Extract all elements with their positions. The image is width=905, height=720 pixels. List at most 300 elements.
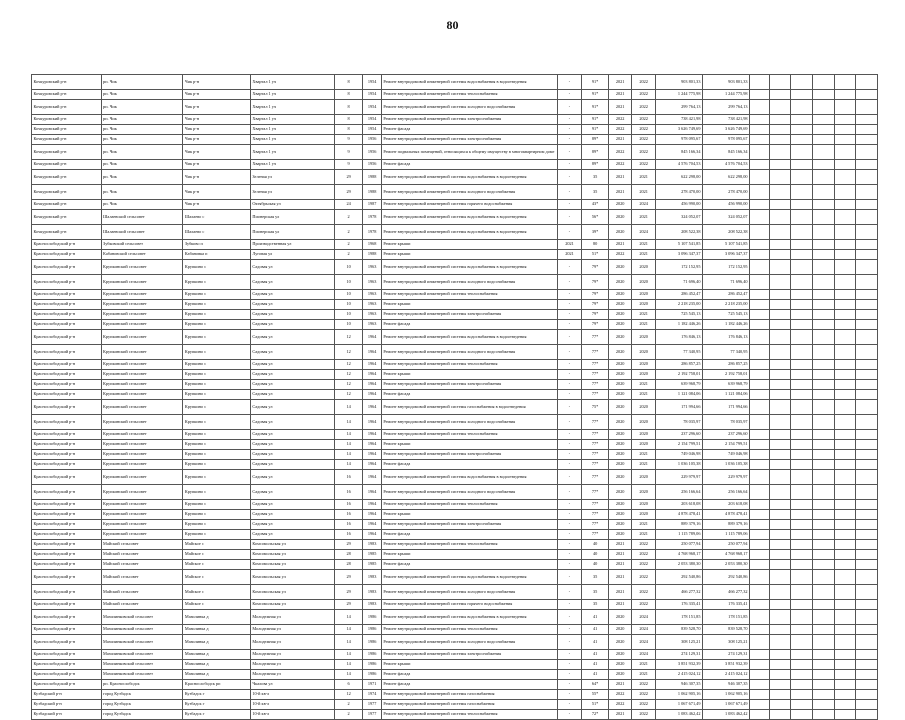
cell-build-year: 1963: [363, 300, 381, 310]
cell-municipality: Крупкинский сельсовет: [101, 330, 183, 345]
cell-street: Производственная ул: [250, 240, 334, 250]
cell-empty: [834, 610, 855, 625]
cell-wear-percent: 64*: [582, 680, 609, 690]
cell-house-number: 2: [334, 240, 363, 250]
cell-empty: [750, 550, 770, 560]
table-row: [32, 660, 878, 670]
cell-total-cost: 903 801,33: [702, 75, 749, 90]
cell-plan-year: -: [557, 360, 582, 370]
cell-total-cost: 2 053 380,30: [702, 560, 749, 570]
cell-empty: [750, 540, 770, 550]
cell-empty: [770, 680, 790, 690]
cell-plan-year: -: [557, 320, 582, 330]
cell-cost: 738 421,98: [655, 115, 702, 125]
cell-empty: [856, 670, 878, 680]
table-row: [32, 320, 878, 330]
cell-end-year: 2022: [632, 550, 656, 560]
cell-work-type: Ремонт внутридомовой инженерной системы теплоснабжения: [381, 540, 557, 550]
cell-empty: [790, 115, 813, 125]
cell-settlement: Крупкино с: [183, 370, 251, 380]
cell-start-year: 2020: [608, 290, 632, 300]
cell-total-cost: 324 052,07: [702, 210, 749, 225]
cell-street: Садовая ул: [250, 500, 334, 510]
cell-build-year: 1954: [363, 90, 381, 100]
cell-empty: [834, 670, 855, 680]
cell-plan-year: -: [557, 100, 582, 115]
cell-end-year: 2020: [632, 430, 656, 440]
cell-total-cost: 2 415 024,12: [702, 670, 749, 680]
cell-settlement: Крупкино с: [183, 260, 251, 275]
cell-start-year: 2021: [608, 540, 632, 550]
cell-house-number: 29: [334, 170, 363, 185]
cell-street: Садовая ул: [250, 510, 334, 520]
cell-empty: [813, 440, 834, 450]
cell-wear-percent: 77*: [582, 460, 609, 470]
cell-start-year: 2020: [608, 200, 632, 210]
cell-start-year: 2020: [608, 470, 632, 485]
cell-street: Садовая ул: [250, 430, 334, 440]
cell-empty: [790, 145, 813, 160]
cell-municipality: Мазилинковский сельсовет: [101, 625, 183, 635]
cell-cost: 3 851 932,39: [655, 660, 702, 670]
cell-empty: [856, 690, 878, 700]
cell-district: Краснослободский р-н: [32, 500, 102, 510]
cell-wear-percent: 79*: [582, 290, 609, 300]
cell-build-year: 1986: [363, 670, 381, 680]
cell-house-number: 16: [334, 530, 363, 540]
cell-work-type: Ремонт внутридомовой инженерной системы электроснабжения: [381, 135, 557, 145]
cell-empty: [834, 520, 855, 530]
cell-plan-year: -: [557, 450, 582, 460]
cell-plan-year: -: [557, 390, 582, 400]
cell-empty: [750, 710, 770, 720]
cell-cost: 2 218 235,00: [655, 300, 702, 310]
cell-cost: 2 415 024,12: [655, 670, 702, 680]
cell-end-year: 2024: [632, 610, 656, 625]
cell-empty: [790, 625, 813, 635]
cell-plan-year: -: [557, 260, 582, 275]
cell-work-type: Ремонт внутридомовой инженерной системы теплоснабжения: [381, 710, 557, 720]
cell-cost: 456 990,00: [655, 200, 702, 210]
cell-empty: [856, 145, 878, 160]
cell-empty: [856, 225, 878, 240]
cell-street: Садовая ул: [250, 440, 334, 450]
cell-empty: [834, 560, 855, 570]
cell-total-cost: 839 528,70: [702, 625, 749, 635]
cell-district: Кузбадский р-н: [32, 710, 102, 720]
cell-start-year: 2021: [608, 550, 632, 560]
cell-empty: [856, 250, 878, 260]
cell-work-type: Ремонт внутридомовой инженерной системы теплоснабжения: [381, 430, 557, 440]
cell-municipality: рп. Чик: [101, 115, 183, 125]
cell-empty: [856, 585, 878, 600]
cell-empty: [790, 330, 813, 345]
cell-empty: [813, 210, 834, 225]
cell-empty: [790, 300, 813, 310]
cell-empty: [856, 310, 878, 320]
cell-house-number: 14: [334, 610, 363, 625]
cell-settlement: Краснослободск рп: [183, 680, 251, 690]
cell-end-year: 2024: [632, 625, 656, 635]
cell-empty: [813, 260, 834, 275]
cell-empty: [813, 160, 834, 170]
cell-wear-percent: 72*: [582, 710, 609, 720]
cell-settlement: Крупкино с: [183, 450, 251, 460]
cell-build-year: 1964: [363, 450, 381, 460]
cell-settlement: Майское с: [183, 570, 251, 585]
cell-empty: [856, 185, 878, 200]
cell-start-year: 2020: [608, 400, 632, 415]
cell-cost: 308 125,21: [655, 635, 702, 650]
cell-start-year: 2020: [608, 635, 632, 650]
cell-cost: 3 096 347,37: [655, 250, 702, 260]
cell-settlement: Крупкино с: [183, 310, 251, 320]
cell-end-year: 2020: [632, 360, 656, 370]
cell-settlement: Кузбадск г: [183, 690, 251, 700]
cell-build-year: 1964: [363, 460, 381, 470]
cell-settlement: Шалаево с: [183, 225, 251, 240]
cell-street: Садовая ул: [250, 415, 334, 430]
cell-empty: [790, 470, 813, 485]
cell-empty: [856, 660, 878, 670]
cell-empty: [750, 380, 770, 390]
cell-empty: [770, 380, 790, 390]
cell-street: Хвартал 1 уч: [250, 115, 334, 125]
cell-end-year: 2021: [632, 320, 656, 330]
cell-empty: [790, 460, 813, 470]
cell-district: Кочкуровский р-н: [32, 135, 102, 145]
capital-repair-table: [31, 74, 878, 720]
cell-cost: 77 340,95: [655, 345, 702, 360]
cell-empty: [813, 135, 834, 145]
cell-settlement: Майское с: [183, 585, 251, 600]
cell-empty: [813, 185, 834, 200]
cell-empty: [770, 710, 790, 720]
cell-street: Хвартал 1 уч: [250, 160, 334, 170]
cell-district: Краснослободский р-н: [32, 585, 102, 600]
cell-empty: [790, 635, 813, 650]
cell-street: Садовая ул: [250, 260, 334, 275]
cell-end-year: 2022: [632, 600, 656, 610]
table-row: [32, 170, 878, 185]
cell-end-year: 2024: [632, 635, 656, 650]
cell-empty: [790, 170, 813, 185]
cell-plan-year: -: [557, 290, 582, 300]
cell-empty: [813, 390, 834, 400]
cell-municipality: Майский сельсовет: [101, 600, 183, 610]
cell-street: 10-й кв-л: [250, 710, 334, 720]
cell-wear-percent: 77*: [582, 440, 609, 450]
cell-house-number: 8: [334, 90, 363, 100]
cell-plan-year: -: [557, 585, 582, 600]
cell-street: Садовая ул: [250, 485, 334, 500]
table-row: [32, 670, 878, 680]
cell-empty: [813, 415, 834, 430]
cell-empty: [834, 710, 855, 720]
cell-build-year: 1985: [363, 550, 381, 560]
table-row: [32, 450, 878, 460]
cell-settlement: Чик р-н: [183, 125, 251, 135]
cell-street: Садовая ул: [250, 310, 334, 320]
cell-end-year: 2020: [632, 500, 656, 510]
cell-total-cost: 176 335,41: [702, 600, 749, 610]
cell-empty: [813, 145, 834, 160]
cell-empty: [813, 500, 834, 510]
cell-empty: [856, 380, 878, 390]
cell-cost: 1 115 789,06: [655, 530, 702, 540]
cell-total-cost: 4 878 478,41: [702, 510, 749, 520]
table-row: [32, 90, 878, 100]
cell-municipality: Крупкинский сельсовет: [101, 450, 183, 460]
cell-district: Кочкуровский р-н: [32, 125, 102, 135]
cell-wear-percent: 91*: [582, 75, 609, 90]
cell-work-type: Ремонт внутридомовой инженерной системы водоснабжения в водоотведения: [381, 225, 557, 240]
cell-settlement: Чик р-н: [183, 135, 251, 145]
cell-end-year: 2021: [632, 390, 656, 400]
cell-plan-year: -: [557, 300, 582, 310]
cell-empty: [834, 570, 855, 585]
table-row: [32, 135, 878, 145]
cell-end-year: 2021: [632, 670, 656, 680]
cell-wear-percent: 77*: [582, 470, 609, 485]
cell-empty: [834, 390, 855, 400]
cell-municipality: рп. Чик: [101, 185, 183, 200]
cell-end-year: 2022: [632, 160, 656, 170]
cell-empty: [790, 660, 813, 670]
table-row: [32, 200, 878, 210]
cell-district: Кочкуровский р-н: [32, 210, 102, 225]
cell-build-year: 1954: [363, 125, 381, 135]
cell-cost: 2 192 758,01: [655, 370, 702, 380]
cell-wear-percent: 35: [582, 600, 609, 610]
cell-empty: [790, 290, 813, 300]
cell-cost: 5 107 541,85: [655, 240, 702, 250]
cell-empty: [856, 430, 878, 440]
cell-total-cost: 978 095,67: [702, 135, 749, 145]
cell-district: Краснослободский р-н: [32, 330, 102, 345]
cell-total-cost: 1 244 775,98: [702, 90, 749, 100]
cell-wear-percent: 41: [582, 670, 609, 680]
cell-plan-year: -: [557, 370, 582, 380]
cell-settlement: Майское с: [183, 560, 251, 570]
cell-cost: 1 067 671,49: [655, 700, 702, 710]
cell-municipality: Майский сельсовет: [101, 550, 183, 560]
cell-build-year: 1983: [363, 600, 381, 610]
cell-wear-percent: 77*: [582, 520, 609, 530]
table-row: [32, 610, 878, 625]
cell-wear-percent: 41: [582, 610, 609, 625]
cell-empty: [856, 440, 878, 450]
cell-build-year: 1988: [363, 185, 381, 200]
cell-empty: [834, 100, 855, 115]
cell-house-number: 29: [334, 570, 363, 585]
cell-work-type: Ремонт крыши: [381, 550, 557, 560]
cell-empty: [750, 500, 770, 510]
cell-cost: 622 298,00: [655, 170, 702, 185]
cell-plan-year: -: [557, 680, 582, 690]
cell-empty: [813, 290, 834, 300]
cell-total-cost: 466 277,32: [702, 585, 749, 600]
cell-house-number: 29: [334, 540, 363, 550]
cell-municipality: рп. Чик: [101, 160, 183, 170]
cell-total-cost: 2 192 758,01: [702, 370, 749, 380]
cell-district: Кочкуровский р-н: [32, 200, 102, 210]
cell-cost: 176 335,41: [655, 600, 702, 610]
cell-work-type: Ремонт внутридомовой инженерной системы теплоснабжения: [381, 90, 557, 100]
cell-house-number: 10: [334, 275, 363, 290]
table-row: [32, 530, 878, 540]
table-row: [32, 710, 878, 720]
cell-house-number: 29: [334, 585, 363, 600]
cell-build-year: 1964: [363, 380, 381, 390]
table-row: [32, 540, 878, 550]
cell-work-type: Ремонт внутридомовой инженерной системы газоснабжения: [381, 700, 557, 710]
cell-start-year: 2020: [608, 380, 632, 390]
cell-start-year: 2020: [608, 510, 632, 520]
cell-cost: 725 545,13: [655, 310, 702, 320]
table-row: [32, 470, 878, 485]
cell-start-year: 2020: [608, 390, 632, 400]
cell-street: Садовая ул: [250, 290, 334, 300]
cell-work-type: Ремонт крыши: [381, 660, 557, 670]
cell-work-type: Ремонт фасада: [381, 530, 557, 540]
cell-wear-percent: 77*: [582, 530, 609, 540]
cell-empty: [750, 570, 770, 585]
cell-build-year: 1986: [363, 650, 381, 660]
cell-municipality: Шалаевский сельсовет: [101, 225, 183, 240]
cell-build-year: 1964: [363, 360, 381, 370]
cell-total-cost: 286 452,47: [702, 290, 749, 300]
cell-municipality: Крупкинский сельсовет: [101, 275, 183, 290]
cell-street: Хвартал 1 уч: [250, 135, 334, 145]
cell-build-year: 1983: [363, 570, 381, 585]
cell-settlement: Крупкино с: [183, 510, 251, 520]
cell-wear-percent: 79*: [582, 275, 609, 290]
cell-district: Краснослободский р-н: [32, 670, 102, 680]
cell-empty: [834, 415, 855, 430]
cell-district: Краснослободский р-н: [32, 390, 102, 400]
cell-empty: [750, 585, 770, 600]
cell-house-number: 2: [334, 700, 363, 710]
table-row: [32, 145, 878, 160]
cell-empty: [790, 260, 813, 275]
cell-work-type: Ремонт крыши: [381, 300, 557, 310]
cell-plan-year: 2021: [557, 250, 582, 260]
cell-build-year: 1964: [363, 330, 381, 345]
cell-empty: [770, 610, 790, 625]
cell-street: Садовая ул: [250, 520, 334, 530]
cell-settlement: Мазилинка д: [183, 670, 251, 680]
cell-empty: [750, 200, 770, 210]
cell-start-year: 2021: [608, 90, 632, 100]
cell-plan-year: -: [557, 635, 582, 650]
cell-wear-percent: 75*: [582, 400, 609, 415]
cell-municipality: рп. Краснослободск: [101, 680, 183, 690]
cell-empty: [770, 470, 790, 485]
cell-total-cost: 845 166,34: [702, 145, 749, 160]
cell-total-cost: 308 125,21: [702, 635, 749, 650]
cell-empty: [770, 275, 790, 290]
cell-empty: [813, 635, 834, 650]
cell-end-year: 2024: [632, 650, 656, 660]
cell-start-year: 2022: [608, 115, 632, 125]
cell-municipality: Крупкинский сельсовет: [101, 415, 183, 430]
cell-empty: [813, 430, 834, 440]
cell-work-type: Ремонт крыши: [381, 240, 557, 250]
cell-total-cost: 229 979,97: [702, 470, 749, 485]
cell-settlement: Крупкино с: [183, 275, 251, 290]
cell-plan-year: -: [557, 185, 582, 200]
cell-plan-year: -: [557, 660, 582, 670]
cell-empty: [770, 660, 790, 670]
cell-empty: [750, 470, 770, 485]
cell-work-type: Ремонт внутридомовой инженерной системы холодного водоснабжения: [381, 585, 557, 600]
cell-municipality: Крупкинский сельсовет: [101, 470, 183, 485]
cell-settlement: Крупкино с: [183, 345, 251, 360]
cell-cost: 978 095,67: [655, 135, 702, 145]
cell-house-number: 12: [334, 390, 363, 400]
cell-build-year: 1964: [363, 470, 381, 485]
cell-street: Молодежная ул: [250, 635, 334, 650]
cell-empty: [856, 390, 878, 400]
cell-work-type: Ремонт внутридомовой инженерной системы водоснабжения в водоотведения: [381, 330, 557, 345]
cell-settlement: Чик р-н: [183, 170, 251, 185]
cell-total-cost: 3 626 749,69: [702, 125, 749, 135]
cell-empty: [750, 310, 770, 320]
cell-build-year: 1964: [363, 415, 381, 430]
cell-empty: [770, 185, 790, 200]
cell-total-cost: 3 096 347,37: [702, 250, 749, 260]
cell-build-year: 1968: [363, 240, 381, 250]
cell-start-year: 2021: [608, 710, 632, 720]
cell-house-number: 8: [334, 100, 363, 115]
cell-street: Садовая ул: [250, 450, 334, 460]
cell-work-type: Ремонт внутридомовой инженерной системы горячего водоснабжения: [381, 600, 557, 610]
cell-end-year: 2020: [632, 275, 656, 290]
cell-district: Краснослободский р-н: [32, 510, 102, 520]
cell-end-year: 2021: [632, 660, 656, 670]
cell-empty: [790, 530, 813, 540]
cell-end-year: 2020: [632, 440, 656, 450]
cell-empty: [813, 585, 834, 600]
cell-build-year: 1977: [363, 700, 381, 710]
cell-district: Краснослободский р-н: [32, 485, 102, 500]
cell-empty: [813, 485, 834, 500]
cell-total-cost: 738 421,98: [702, 115, 749, 125]
cell-empty: [790, 600, 813, 610]
cell-plan-year: -: [557, 670, 582, 680]
cell-empty: [750, 240, 770, 250]
cell-empty: [770, 650, 790, 660]
cell-end-year: 2020: [632, 345, 656, 360]
cell-empty: [750, 260, 770, 275]
cell-empty: [750, 330, 770, 345]
cell-district: Краснослободский р-н: [32, 610, 102, 625]
table-row: [32, 460, 878, 470]
cell-plan-year: -: [557, 690, 582, 700]
cell-house-number: 16: [334, 500, 363, 510]
cell-municipality: рп. Чик: [101, 170, 183, 185]
cell-wear-percent: 41: [582, 635, 609, 650]
cell-build-year: 1964: [363, 390, 381, 400]
cell-empty: [770, 520, 790, 530]
cell-municipality: Майский сельсовет: [101, 585, 183, 600]
cell-empty: [770, 360, 790, 370]
cell-settlement: Чик р-н: [183, 90, 251, 100]
cell-empty: [790, 450, 813, 460]
cell-work-type: Ремонт внутридомовой инженерной системы газоснабжения: [381, 690, 557, 700]
cell-wear-percent: 77*: [582, 360, 609, 370]
